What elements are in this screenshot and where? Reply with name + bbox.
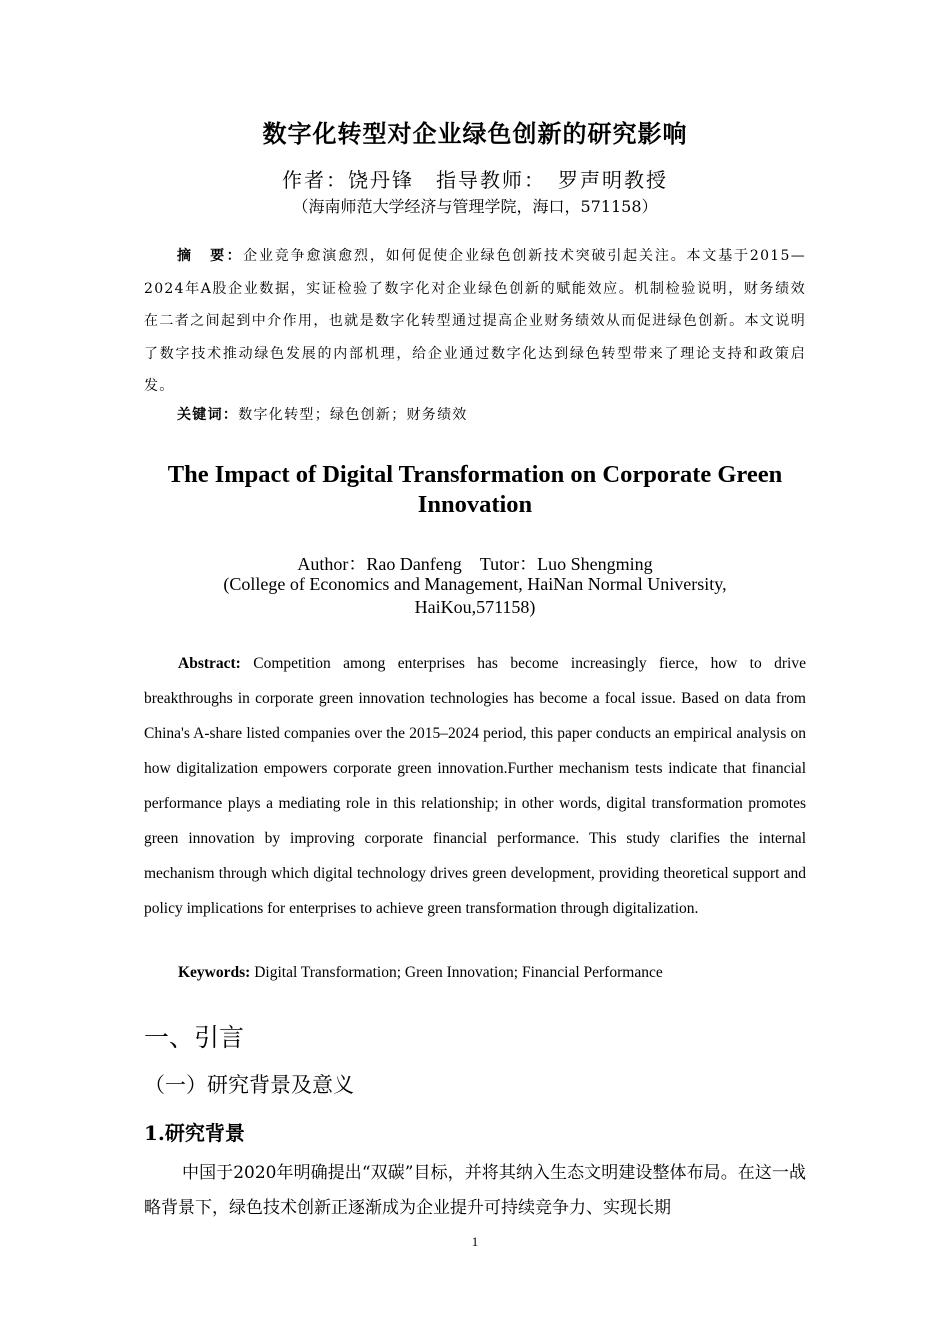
chinese-abstract-label: 摘 要：	[177, 248, 244, 264]
subsubsection-heading-background: 1.研究背景	[144, 1121, 245, 1145]
page-number: 1	[471, 1234, 479, 1249]
english-tutor: Tutor：Luo Shengming	[479, 554, 653, 574]
chinese-affiliation: （海南师范大学经济与管理学院，海口，571158）	[292, 197, 658, 216]
subsection-heading-background-significance: （一）研究背景及意义	[144, 1073, 354, 1097]
chinese-title: 数字化转型对企业绿色创新的研究影响	[262, 119, 688, 148]
chinese-author-line: 作者：饶丹锋 指导教师： 罗声明教授	[282, 168, 668, 192]
chinese-abstract	[144, 240, 806, 403]
english-keywords-text: Digital Transformation; Green Innovation; Financial Performance	[250, 964, 663, 981]
english-title: The Impact of Digital Transformation on Corporate Green Innovation	[167, 461, 783, 518]
english-keywords	[178, 964, 808, 982]
body-paragraph: 中国于2020年明确提出“双碳”目标，并将其纳入生态文明建设整体布局。在这一战略背景下，绿色技术创新正逐渐成为企业提升可持续竞争力、实现长期	[144, 1163, 806, 1218]
english-author: Author：Rao Danfeng	[297, 554, 462, 574]
english-keywords-label: Keywords:	[178, 964, 251, 981]
english-abstract	[144, 646, 806, 926]
english-affiliation: (College of Economics and Management, HaiNan Normal University, HaiKou,571158)	[223, 574, 727, 617]
english-abstract-label: Abstract:	[178, 655, 241, 672]
chinese-keywords	[177, 404, 807, 424]
chinese-keywords-text: 数字化转型；绿色创新；财务绩效	[238, 407, 468, 423]
chinese-abstract-text: 企业竞争愈演愈烈，如何促使企业绿色创新技术突破引起关注。本文基于2015—2024年A股企业数据，实证检验了数字化对企业绿色创新的赋能效应。机制检验说明，财务绩效在二者之间起到中介作用，也就是数字化转型通过提高企业财务绩效从而促进绿色创新。本文说明了数字技术推动绿色发展的内部机理，给企业通过数字化达到绿色转型带来了理论支持和政策启发。	[144, 248, 806, 394]
chinese-keywords-label: 关键词：	[177, 407, 239, 423]
english-abstract-text: Competition among enterprises has become increasingly fierce, how to drive breakthroughs in corporate green innovation technologies has become a focal issue. Based on data from China's A-share listed companies over the 2015–2024 period, this paper conducts an empirical analysis on how digitalization empowers corporate green innovation.Further mechanism tests indicate that financial performance plays a mediating role in this relationship; in other words, digital transformation promotes green innovation by improving corporate financial performance. This study clarifies the internal mechanism through which digital technology drives green development, providing theoretical support and policy implications for enterprises to achieve green transformation through digitalization.	[144, 655, 806, 917]
section-heading-introduction: 一、引言	[144, 1023, 245, 1052]
